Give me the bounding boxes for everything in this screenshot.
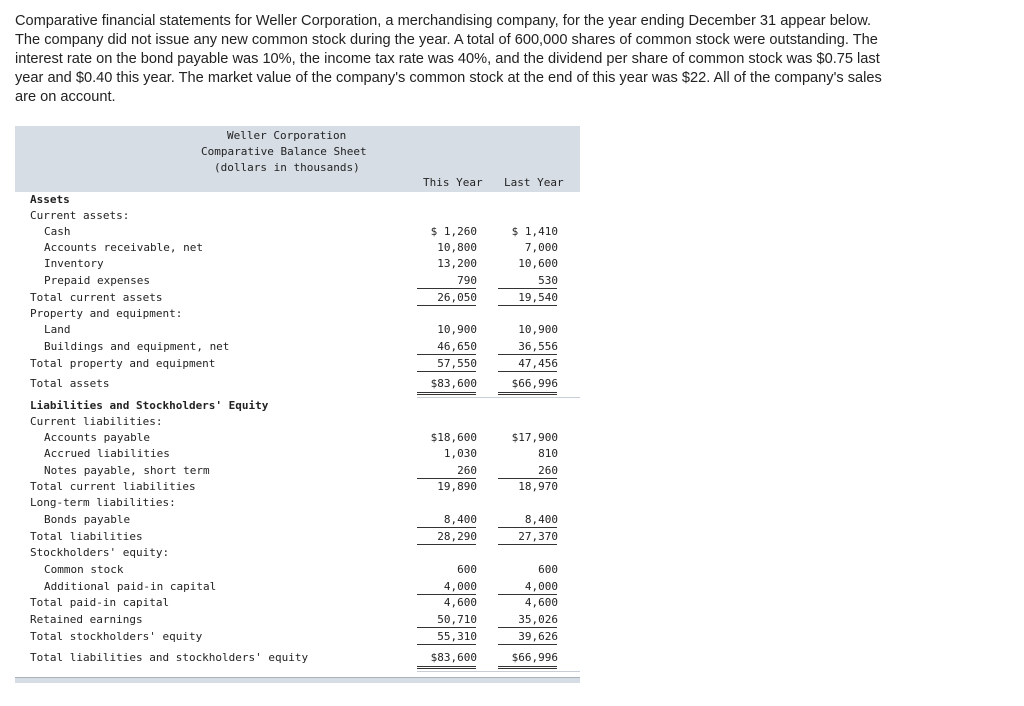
- column-header-this-year: This Year: [423, 176, 483, 189]
- underline: [498, 288, 557, 289]
- table-row: Buildings and equipment, net 46,650 36,556: [44, 340, 558, 353]
- table-row: Accounts receivable, net 10,800 7,000: [44, 241, 558, 254]
- column-header-last-year: Last Year: [504, 176, 564, 189]
- underline: [498, 371, 557, 372]
- underline: [498, 354, 557, 355]
- balance-sheet-header: [15, 126, 580, 192]
- double-underline: [498, 392, 557, 395]
- total-row: Total paid-in capital 4,600 4,600: [30, 596, 558, 609]
- double-underline: [498, 666, 557, 669]
- table-row: Notes payable, short term 260 260: [44, 464, 558, 477]
- grand-total-row: Total liabilities and stockholders' equity $83,600 $66,996: [30, 651, 558, 664]
- underline: [417, 527, 476, 528]
- double-underline: [417, 666, 476, 669]
- sheet-title-company: Weller Corporation: [227, 129, 347, 142]
- intro-line: Comparative financial statements for Weller Corporation, a merchandising company, for the year ending December 31 appear below.: [15, 13, 872, 29]
- intro-line: are on account.: [15, 89, 116, 105]
- underline: [498, 627, 557, 628]
- subsection-heading: Property and equipment:: [30, 307, 183, 320]
- table-row: Accounts payable $18,600 $17,900: [44, 431, 558, 444]
- grand-total-row: Total assets $83,600 $66,996: [30, 377, 558, 390]
- double-underline: [417, 392, 476, 395]
- table-row: Land 10,900 10,900: [44, 323, 558, 336]
- subsection-heading: Long-term liabilities:: [30, 496, 176, 509]
- table-row: Inventory 13,200 10,600: [44, 257, 558, 270]
- subsection-heading: Stockholders' equity:: [30, 546, 170, 559]
- underline: [417, 644, 476, 645]
- intro-line: The company did not issue any new common stock during the year. A total of 600,000 shares of common stock were outstanding. The: [15, 32, 878, 48]
- divider: [417, 671, 580, 672]
- balance-sheet: [15, 126, 580, 682]
- subsection-heading: Current liabilities:: [30, 415, 163, 428]
- sheet-footer-bar: [15, 677, 580, 683]
- total-row: Total current assets 26,050 19,540: [30, 291, 558, 304]
- underline: [417, 627, 476, 628]
- underline: [498, 527, 557, 528]
- total-row: Total property and equipment 57,550 47,456: [30, 357, 558, 370]
- total-row: Total liabilities 28,290 27,370: [30, 530, 558, 543]
- table-row: Bonds payable 8,400 8,400: [44, 513, 558, 526]
- underline: [498, 644, 557, 645]
- section-heading: Assets: [30, 193, 70, 206]
- subsection-heading: Current assets:: [30, 209, 130, 222]
- total-row: Total stockholders' equity 55,310 39,626: [30, 630, 558, 643]
- total-row: Total current liabilities 19,890 18,970: [30, 480, 558, 493]
- sheet-title-units: (dollars in thousands): [214, 161, 360, 174]
- underline: [417, 354, 476, 355]
- table-row: Accrued liabilities 1,030 810: [44, 447, 558, 460]
- table-row: Additional paid-in capital 4,000 4,000: [44, 580, 558, 593]
- table-row: Cash $ 1,260 $ 1,410: [44, 225, 558, 238]
- intro-line: year and $0.40 this year. The market value of the company's common stock at the end of this year was $22. All of the company's sales: [15, 70, 882, 86]
- intro-line: interest rate on the bond payable was 10%, the income tax rate was 40%, and the dividend per share of common stock was $0.75 last: [15, 51, 880, 67]
- table-row: Common stock 600 600: [44, 563, 558, 576]
- problem-statement: [15, 12, 1005, 107]
- sheet-title-statement: Comparative Balance Sheet: [201, 145, 367, 158]
- underline: [417, 288, 476, 289]
- underline: [417, 371, 476, 372]
- table-row: Retained earnings 50,710 35,026: [30, 613, 558, 626]
- table-row: Prepaid expenses 790 530: [44, 274, 558, 287]
- section-heading: Liabilities and Stockholders' Equity: [30, 399, 269, 412]
